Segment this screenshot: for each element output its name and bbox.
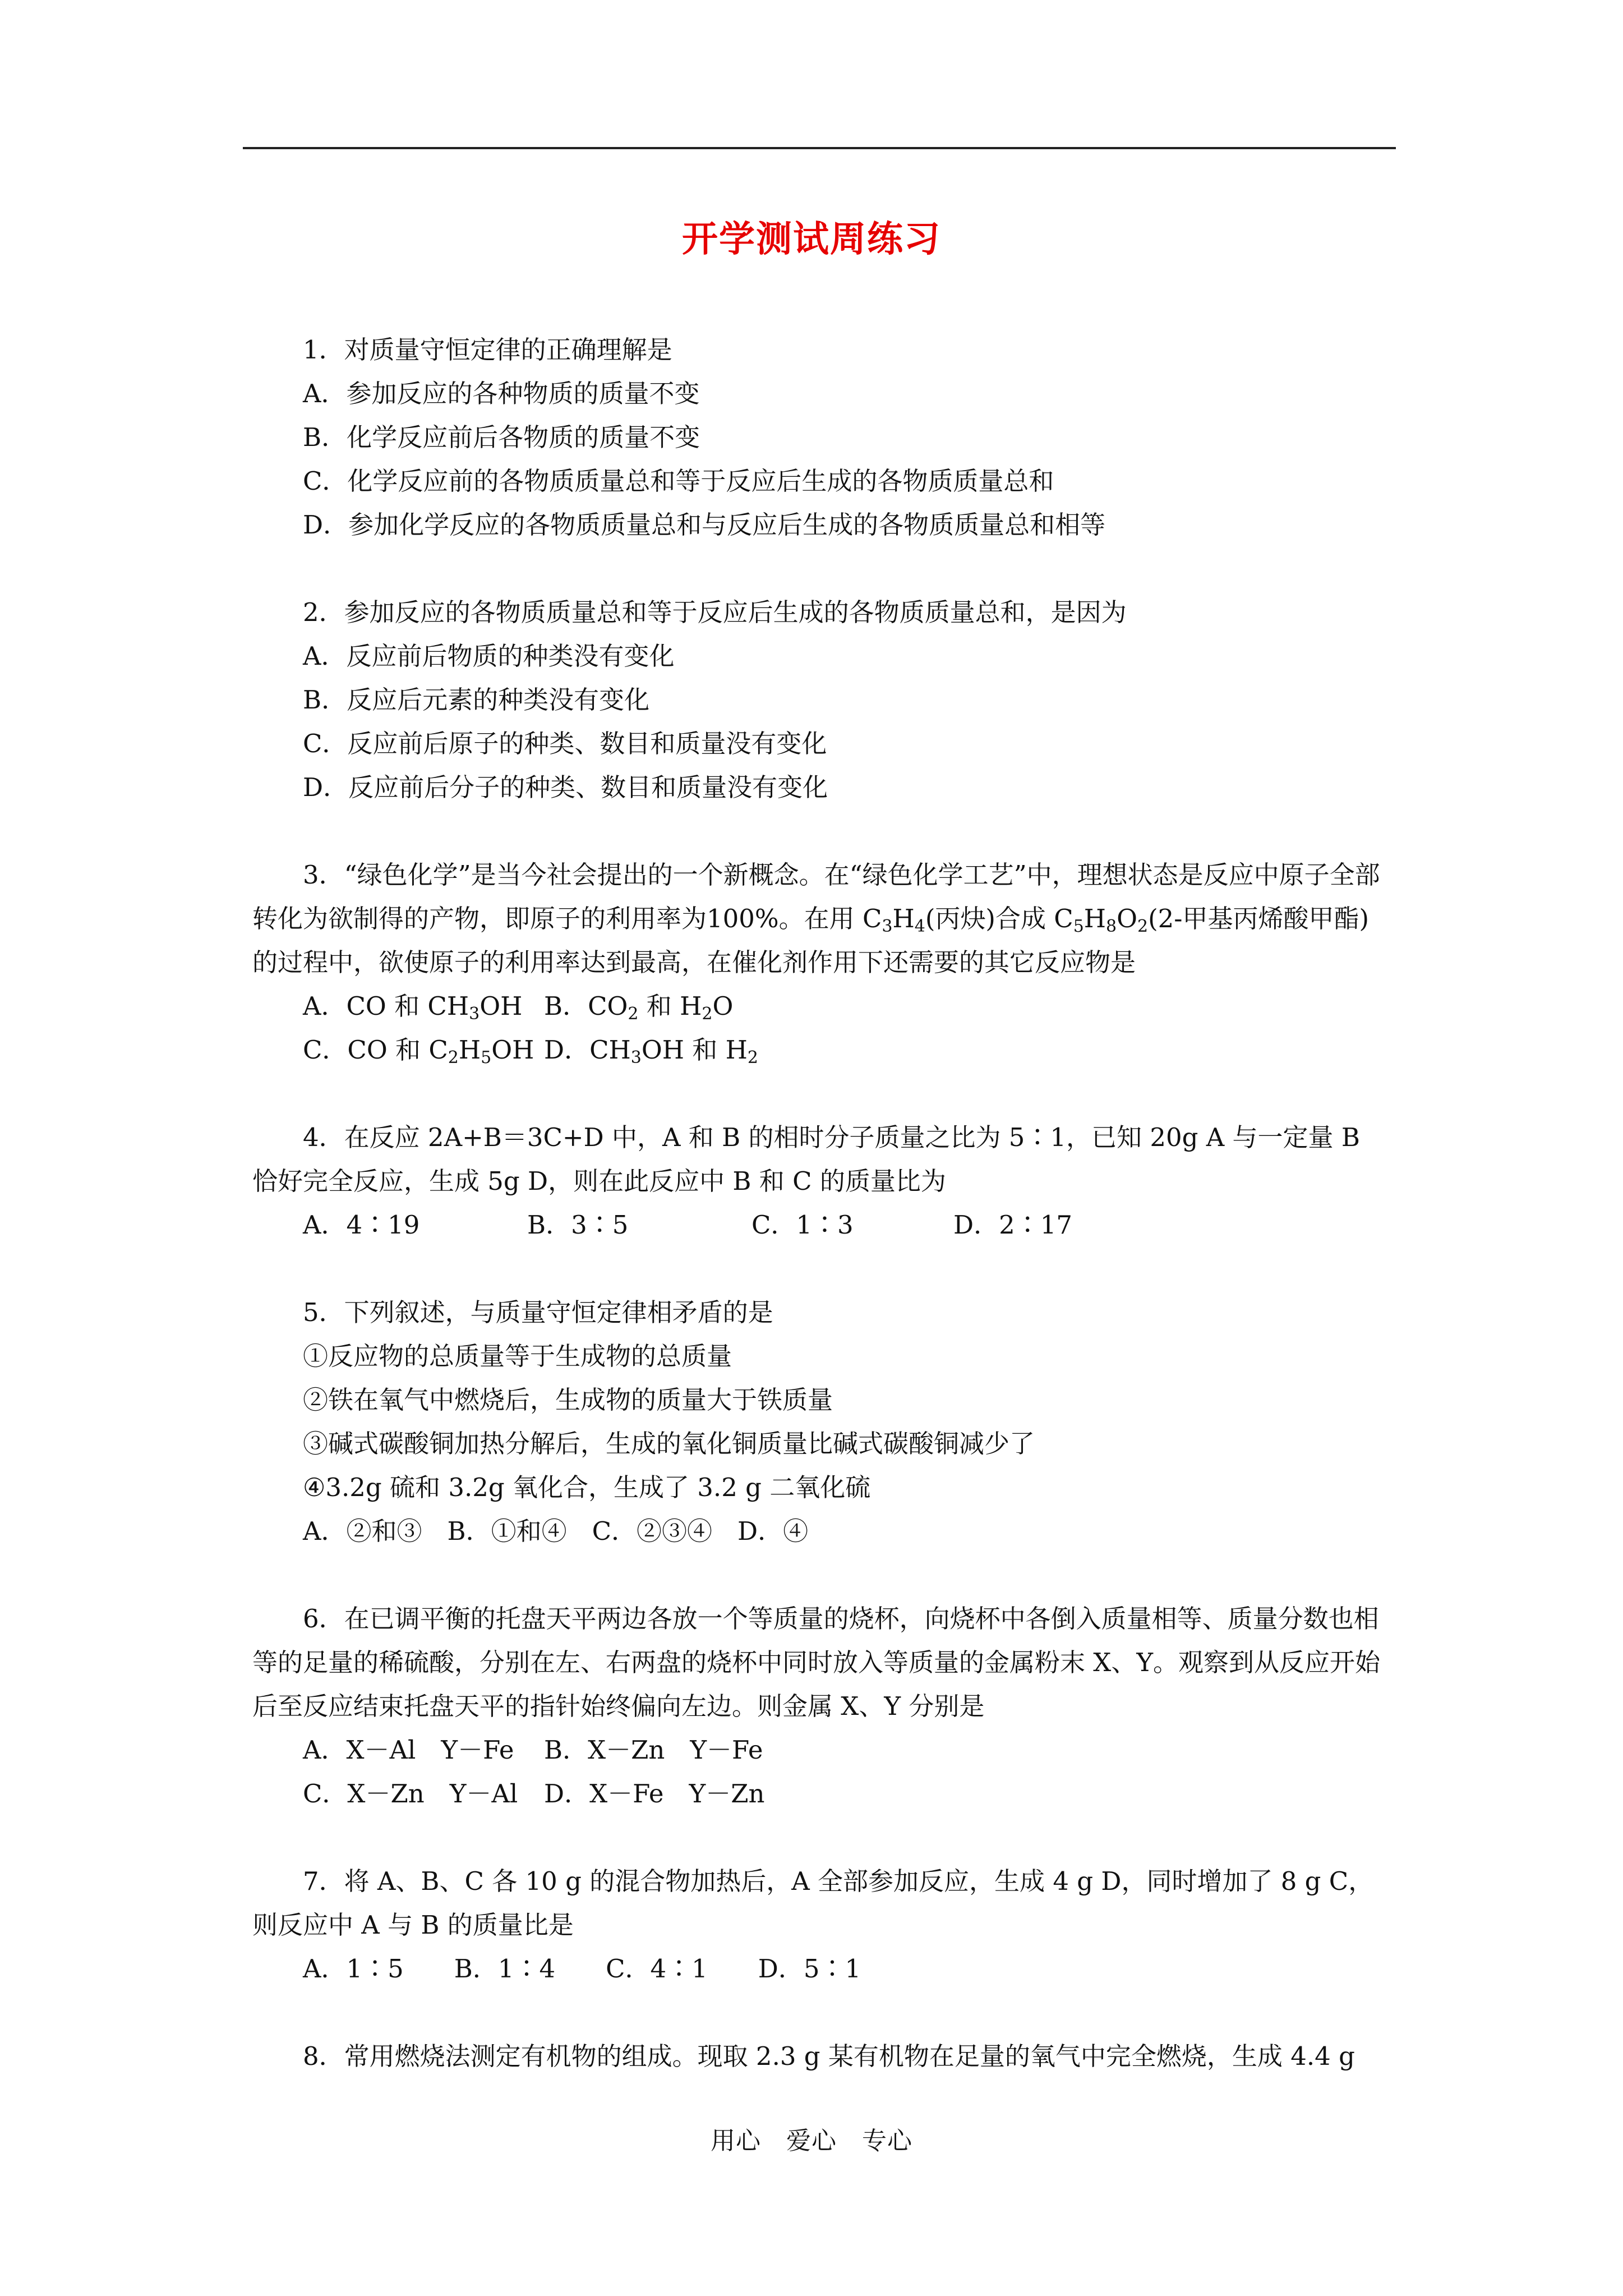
question-stem: 7．将 A、B、C 各 10 g 的混合物加热后，A 全部参加反应，生成 4 g D，同时增加了 8 g C，则反应中 A 与 B 的质量比是 (252, 1866, 1374, 1940)
question-4 (252, 1116, 1391, 1247)
options-row (252, 1203, 1391, 1247)
option-c: C．化学反应前的各物质质量总和等于反应后生成的各物质质量总和 (303, 466, 1054, 496)
options-row: A．1∶5 B．1∶4 C．4∶1 D．5∶1 (303, 1954, 861, 1984)
question-7 (252, 1860, 1391, 1991)
option-b: B．3∶5 (527, 1210, 629, 1240)
option-d: D．X－Fe Y－Zn (544, 1779, 765, 1809)
option-c: C．X－Zn Y－Al (303, 1779, 518, 1809)
question-stem: 4．在反应 2A+B＝3C+D 中，A 和 B 的相时分子质量之比为 5∶1，已知 20g A 与一定量 B 恰好完全反应，生成 5g D，则在此反应中 B 和 C 的质量比为 (252, 1122, 1360, 1196)
page-footer: 用心 爱心 专心 (711, 2127, 912, 2155)
option-d: D．参加化学反应的各物质质量总和与反应后生成的各物质质量总和相等 (303, 510, 1106, 540)
options-row-2 (252, 1028, 1391, 1072)
option-a: A．X－Al Y－Fe (303, 1735, 514, 1765)
option-c: C．CO 和 $C_2H_5OH$ (303, 1035, 534, 1068)
options-row: A．②和③ B．①和④ C．②③④ D．④ (303, 1516, 809, 1546)
options-row-1 (252, 1728, 1391, 1772)
question-stem: 2．参加反应的各物质质量总和等于反应后生成的各物质质量总和，是因为 (303, 597, 1127, 627)
question-1 (252, 328, 1391, 547)
question-stem: 6．在已调平衡的托盘天平两边各放一个等质量的烧杯，向烧杯中各倒入质量相等、质量分数也相等的足量的稀硫酸，分别在左、右两盘的烧杯中同时放入等质量的金属粉末 X、Y。观察到从反应开始后至反应结束托盘天平的指针始终偏向左边。则金属 X、Y 分别是 (252, 1604, 1381, 1721)
question-3 (252, 853, 1391, 1072)
option-a: A．4∶19 (303, 1210, 420, 1240)
option-a: A．反应前后物质的种类没有变化 (303, 641, 675, 671)
statement-4: ④3.2g 硫和 3.2g 氧化合，生成了 3.2 g 二氧化硫 (303, 1473, 871, 1502)
option-b: B．反应后元素的种类没有变化 (303, 685, 650, 715)
option-d: D．$CH_3OH$ 和 $H_2$ (544, 1035, 758, 1068)
option-b: B．$CO_2$ 和 $H_2O$ (544, 991, 734, 1024)
page-title: 开学测试周练习 (682, 218, 941, 260)
question-6 (252, 1597, 1391, 1816)
option-c: C．1∶3 (751, 1210, 854, 1240)
question-stem: 3．“绿色化学”是当今社会提出的一个新概念。在“绿色化学工艺”中，理想状态是反应中原子全部转化为欲制得的产物，即原子的利用率为100%。在用 $C_3H_4$(丙炔)合成 $C_5H_8O_2(2-$甲基丙烯酸甲酯)的过程中，欲使原子的利用率达到最高，在催化剂作用下还需要的其它反应物是 (252, 860, 1380, 977)
question-8 (252, 2035, 1391, 2078)
option-b: B．X－Zn Y－Fe (544, 1735, 763, 1765)
question-5 (252, 1291, 1391, 1553)
statement-2: ②铁在氧气中燃烧后，生成物的质量大于铁质量 (303, 1385, 833, 1415)
document-body (252, 328, 1391, 2122)
options-row-1 (252, 984, 1391, 1028)
header-rule (243, 147, 1396, 149)
options-row-2 (252, 1772, 1391, 1816)
question-stem: 8．常用燃烧法测定有机物的组成。现取 2.3 g 某有机物在足量的氧气中完全燃烧，生成 4.4 g (303, 2041, 1355, 2071)
question-2 (252, 591, 1391, 809)
question-stem: 5．下列叙述，与质量守恒定律相矛盾的是 (303, 1297, 773, 1327)
option-b: B．化学反应前后各物质的质量不变 (303, 422, 700, 452)
option-a: A．CO 和 $CH_3OH$ (303, 991, 523, 1024)
question-stem: 1．对质量守恒定律的正确理解是 (303, 335, 672, 365)
option-d: D．2∶17 (953, 1210, 1072, 1240)
statement-1: ①反应物的总质量等于生成物的总质量 (303, 1341, 732, 1371)
option-a: A．参加反应的各种物质的质量不变 (303, 379, 700, 408)
statement-3: ③碱式碳酸铜加热分解后，生成的氧化铜质量比碱式碳酸铜减少了 (303, 1429, 1035, 1458)
option-d: D．反应前后分子的种类、数目和质量没有变化 (303, 772, 828, 802)
option-c: C．反应前后原子的种类、数目和质量没有变化 (303, 729, 827, 758)
